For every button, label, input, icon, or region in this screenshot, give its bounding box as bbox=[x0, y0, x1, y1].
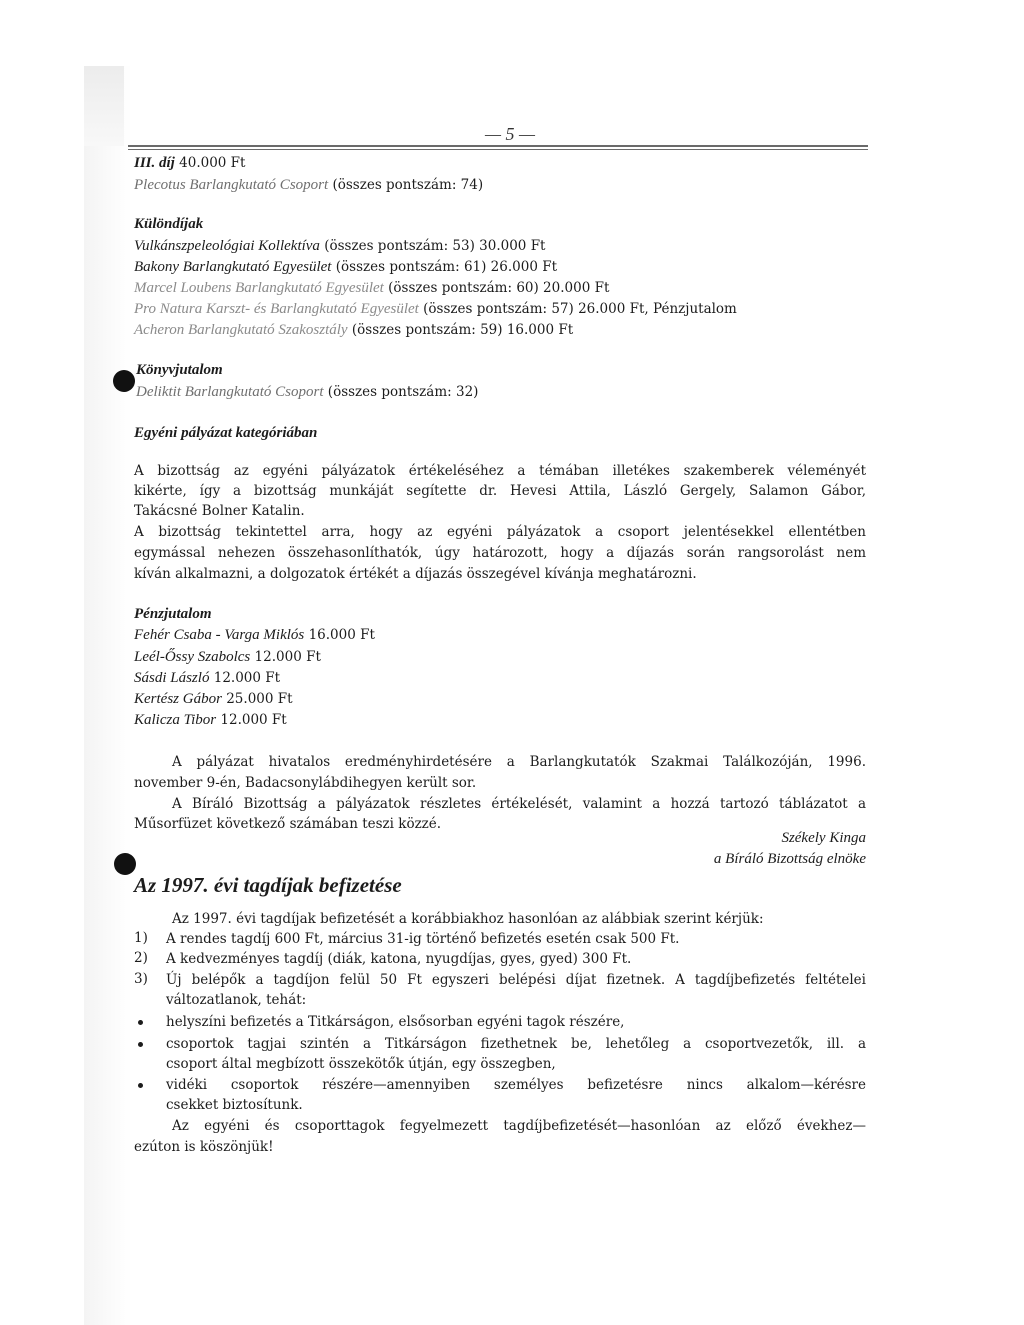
special-prize-item bbox=[134, 321, 573, 339]
signature-name: Székely Kinga bbox=[781, 830, 866, 846]
special-prize-name: Acheron Barlangkutató Szakosztály bbox=[134, 322, 348, 338]
cash-prize-amount: 12.000 Ft bbox=[254, 649, 321, 665]
fee-bullet-text: helyszíni befizetés a Titkárságon, elsősorban egyéni tagok részére, bbox=[166, 1014, 625, 1030]
cash-prize-name: Fehér Csaba - Varga Miklós bbox=[134, 627, 305, 643]
fee-bullet-text: csoport által megbízott összekötők útján, egy összegben, bbox=[166, 1056, 556, 1072]
fee-item-number: 2) bbox=[134, 950, 148, 966]
individual-p2-line: kíván alkalmazni, a dolgozatok értékét a díjazás összegével kívánja meghatározni. bbox=[134, 566, 697, 582]
cash-prize-name: Kalicza Tibor bbox=[134, 712, 217, 728]
fee-bullet-text: csekket biztosítunk. bbox=[166, 1097, 303, 1113]
header-rule bbox=[128, 145, 868, 147]
cash-prize-item bbox=[134, 669, 280, 687]
individual-p2-line: A bizottság tekintettel arra, hogy az egyéni pályázatok a csoport jelentésekkel ellentétben bbox=[134, 524, 866, 540]
prize3-label: III. díj bbox=[134, 155, 175, 171]
fees-heading: Az 1997. évi tagdíjak befizetése bbox=[134, 873, 402, 897]
special-prize-details: (összes pontszám: 61) 26.000 Ft bbox=[335, 259, 557, 275]
book-prize-line bbox=[136, 383, 478, 401]
announcement-p2-line: Műsorfüzet következő számában teszi közzé. bbox=[134, 816, 442, 832]
special-prize-item bbox=[134, 300, 737, 318]
fees-closing-line: ezúton is köszönjük! bbox=[134, 1139, 274, 1155]
special-prize-name: Vulkánszpeleológiai Kollektíva bbox=[134, 238, 320, 254]
announcement-p2-line: A Bíráló Bizottság a pályázatok részletes értékelését, valamint a hozzá tartozó táblázatot a bbox=[172, 796, 866, 812]
page-fold-shadow bbox=[84, 66, 132, 1325]
individual-p2-line: egymással nehezen összehasonlíthatók, úgy határozott, hogy a díjazás során rangsorolást nem bbox=[134, 545, 866, 561]
special-prize-item bbox=[134, 237, 545, 255]
special-prize-details: (összes pontszám: 53) 30.000 Ft bbox=[324, 238, 546, 254]
header-rule-thin bbox=[128, 149, 868, 150]
cash-prize-amount: 16.000 Ft bbox=[308, 627, 375, 643]
cash-prize-amount: 25.000 Ft bbox=[226, 691, 293, 707]
cash-prize-name: Kertész Gábor bbox=[134, 691, 222, 707]
cash-prize-amount: 12.000 Ft bbox=[220, 712, 287, 728]
individual-p1-line: A bizottság az egyéni pályázatok értékeléséhez a témában illetékes szakemberek véleményét bbox=[134, 463, 866, 479]
book-prize-score: (összes pontszám: 32) bbox=[327, 384, 479, 400]
punch-hole bbox=[114, 853, 136, 875]
prize3-score: (összes pontszám: 74) bbox=[332, 177, 484, 193]
fee-item-number: 1) bbox=[134, 930, 148, 946]
bullet-dot bbox=[138, 1083, 143, 1088]
special-prize-name: Pro Natura Karszt- és Barlangkutató Egyesület bbox=[134, 301, 419, 317]
special-prizes-heading: Különdíjak bbox=[134, 216, 204, 232]
announcement-p1-line: november 9-én, Badacsonylábdihegyen került sor. bbox=[134, 775, 477, 791]
prize3-winner: Plecotus Barlangkutató Csoport bbox=[134, 177, 329, 193]
special-prize-details: (összes pontszám: 59) 16.000 Ft bbox=[351, 322, 574, 338]
fees-closing-line: Az egyéni és csoporttagok fegyelmezett tagdíjbefizetését—hasonlóan az előző évekhez— bbox=[172, 1118, 866, 1134]
book-prize-name: Deliktit Barlangkutató Csoport bbox=[136, 384, 324, 400]
fee-item-text: változatlanok, tehát: bbox=[166, 992, 307, 1008]
special-prize-name: Marcel Loubens Barlangkutató Egyesület bbox=[134, 280, 384, 296]
fee-item-text: A kedvezményes tagdíj (diák, katona, nyugdíjas, gyes, gyed) 300 Ft. bbox=[166, 951, 632, 967]
cash-prize-item bbox=[134, 626, 375, 644]
cash-prize-item bbox=[134, 711, 287, 729]
prize3-winner-line bbox=[134, 176, 483, 194]
special-prize-item bbox=[134, 279, 609, 297]
special-prize-name: Bakony Barlangkutató Egyesület bbox=[134, 259, 332, 275]
fee-bullet-text: vidéki csoportok részére—amennyiben személyes befizetésre nincs alkalom—kérésre bbox=[166, 1077, 866, 1093]
fee-bullet-text: csoportok tagjai szintén a Titkárságon fizethetnek be, lehetőleg a csoportvezetők, ill. a bbox=[166, 1036, 866, 1052]
cash-prize-amount: 12.000 Ft bbox=[213, 670, 281, 686]
cash-prize-name: Leél-Őssy Szabolcs bbox=[134, 649, 251, 665]
bullet-dot bbox=[138, 1020, 143, 1025]
cash-prize-heading: Pénzjutalom bbox=[134, 606, 212, 622]
fee-item-text: Új belépők a tagdíjon felül 50 Ft egyszeri belépési díjat fizetnek. A tagdíjbefizetés feltételei bbox=[166, 972, 866, 988]
individual-heading: Egyéni pályázat kategóriában bbox=[134, 425, 318, 441]
fee-item-number: 3) bbox=[134, 971, 148, 987]
cash-prize-name: Sásdi László bbox=[134, 670, 210, 686]
cash-prize-item bbox=[134, 690, 293, 708]
announcement-p1-line: A pályázat hivatalos eredményhirdetésére a Barlangkutatók Szakmai Találkozóján, 1996. bbox=[172, 754, 866, 770]
cash-prize-item bbox=[134, 648, 321, 666]
page-corner-shadow bbox=[84, 66, 124, 146]
page-number: — 5 — bbox=[484, 124, 535, 144]
special-prize-item bbox=[134, 258, 557, 276]
special-prize-details: (összes pontszám: 60) 20.000 Ft bbox=[388, 280, 610, 296]
punch-hole bbox=[113, 370, 135, 392]
fee-item-text: A rendes tagdíj 600 Ft, március 31-ig történő befizetés esetén csak 500 Ft. bbox=[166, 931, 680, 947]
book-prize-heading: Könyvjutalom bbox=[136, 362, 223, 378]
special-prize-details: (összes pontszám: 57) 26.000 Ft, Pénzjutalom bbox=[423, 301, 737, 317]
signature-title: a Bíráló Bizottság elnöke bbox=[713, 851, 866, 867]
prize3-line bbox=[134, 154, 245, 172]
individual-p1-line: Takácsné Bolner Katalin. bbox=[134, 503, 305, 519]
prize3-amount: 40.000 Ft bbox=[179, 155, 246, 171]
bullet-dot bbox=[138, 1042, 143, 1047]
individual-p1-line: kikérte, így a bizottság munkáját segítette dr. Hevesi Attila, László Gergely, Salamon Gábor, bbox=[134, 483, 866, 499]
fees-intro: Az 1997. évi tagdíjak befizetését a korábbiakhoz hasonlóan az alábbiak szerint kérjük: bbox=[172, 911, 764, 927]
